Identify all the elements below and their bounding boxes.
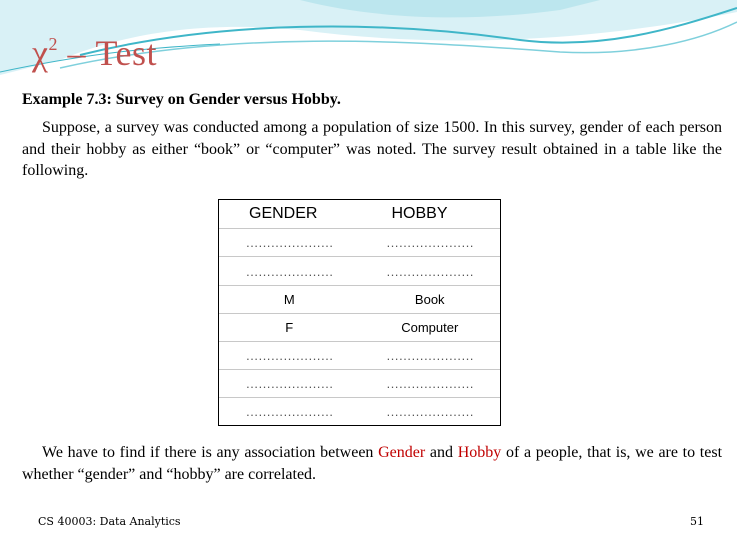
header-gender: GENDER <box>249 205 318 222</box>
table-row: ………………… ………………… <box>245 404 474 419</box>
slide-title: $\chi^2$ – Test <box>32 33 157 73</box>
highlight-hobby: Hobby <box>457 444 502 461</box>
example-heading: Example 7.3: Survey on Gender versus Hobby. <box>22 91 341 108</box>
table-header-row <box>219 200 500 229</box>
table-row: ………………… ………………… <box>219 257 500 286</box>
header-hobby: HOBBY <box>391 205 448 222</box>
paragraph-hypothesis: We have to find if there is any association between Gender and Hobby of a people, that is, we are to test whether “gender” and “hobby” are correlated. <box>22 444 723 483</box>
table-row: F Computer <box>219 314 500 342</box>
table-row: M Book <box>219 286 500 314</box>
highlight-gender: Gender <box>378 444 426 461</box>
table-row: ………………… ………………… <box>219 370 500 398</box>
table-row: ………………… ………………… <box>219 229 500 257</box>
paragraph-intro: Suppose, a survey was conducted among a population of size 1500. In this survey, gender of each person and their hobby as either “book” or “computer” was noted. The survey result obtained in a table like the following. <box>22 119 722 179</box>
footer-page-number: 51 <box>690 515 704 528</box>
footer-course: CS 40003: Data Analytics <box>38 515 181 528</box>
table-row: ………………… ………………… <box>219 342 500 370</box>
survey-table <box>218 199 501 426</box>
